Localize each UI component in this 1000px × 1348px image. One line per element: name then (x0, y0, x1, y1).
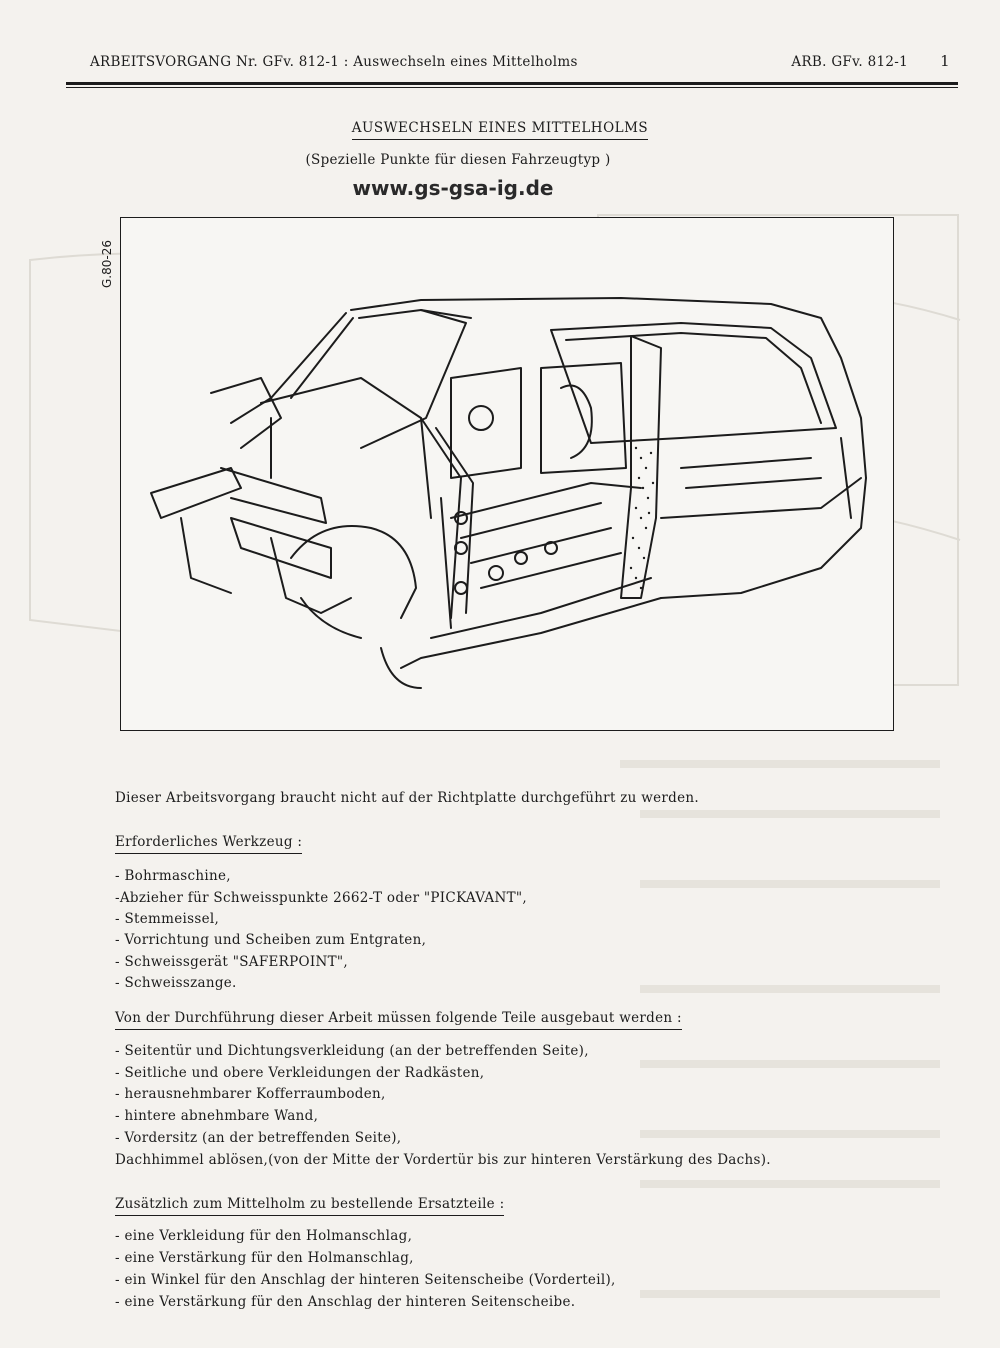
car-body-illustration (120, 217, 894, 731)
tools-heading (115, 834, 302, 850)
document-title-text: AUSWECHSELN EINES MITTELHOLMS (352, 120, 648, 140)
list-item: - Vordersitz (an der betreffenden Seite), (115, 1130, 402, 1146)
list-item: - Bohrmaschine, (115, 868, 231, 884)
document-subtitle: (Spezielle Punkte für diesen Fahrzeugtyp ) (305, 152, 611, 168)
tools-heading-text: Erforderliches Werkzeug : (115, 834, 302, 854)
list-item: - Schweisszange. (115, 975, 237, 991)
list-item: - Seitentür und Dichtungsverkleidung (an der betreffenden Seite), (115, 1043, 589, 1059)
list-item: - eine Verstärkung für den Anschlag der hinteren Seitenscheibe. (115, 1294, 576, 1310)
parts-heading (115, 1196, 504, 1212)
header-rule (66, 82, 958, 85)
header-rule-thin (66, 87, 958, 88)
parts-heading-text: Zusätzlich zum Mittelholm zu bestellende Ersatzteile : (115, 1196, 504, 1216)
header-reference: ARB. GFv. 812-1 (791, 54, 908, 70)
removal-heading (115, 1010, 682, 1026)
list-item: - ein Winkel für den Anschlag der hinteren Seitenscheibe (Vorderteil), (115, 1272, 616, 1288)
header-title: ARBEITSVORGANG Nr. GFv. 812-1 : Auswechseln eines Mittelholms (90, 54, 578, 70)
watermark-url: www.gs-gsa-ig.de (352, 176, 554, 200)
list-item: - hintere abnehmbare Wand, (115, 1108, 319, 1124)
car-body-drawing (121, 218, 893, 730)
list-item: - Stemmeissel, (115, 911, 220, 927)
list-item: - eine Verkleidung für den Holmanschlag, (115, 1228, 413, 1244)
figure-label: G.80-26 (100, 240, 114, 288)
list-item: - Seitliche und obere Verkleidungen der Radkästen, (115, 1065, 485, 1081)
list-item: - herausnehmbarer Kofferraumboden, (115, 1086, 386, 1102)
list-item: - Vorrichtung und Scheiben zum Entgraten, (115, 932, 427, 948)
list-item: - eine Verstärkung für den Holmanschlag, (115, 1250, 414, 1266)
document-title (0, 120, 1000, 136)
page-header (66, 52, 958, 80)
list-item: -Abzieher für Schweisspunkte 2662-T oder "PICKAVANT", (115, 890, 527, 906)
list-item: - Schweissgerät "SAFERPOINT", (115, 954, 349, 970)
page-number: 1 (940, 52, 950, 70)
intro-text: Dieser Arbeitsvorgang braucht nicht auf der Richtplatte durchgeführt zu werden. (115, 790, 699, 806)
removal-heading-text: Von der Durchführung dieser Arbeit müssen folgende Teile ausgebaut werden : (115, 1010, 682, 1030)
removal-note: Dachhimmel ablösen,(von der Mitte der Vordertür bis zur hinteren Verstärkung des Dachs). (115, 1152, 771, 1168)
